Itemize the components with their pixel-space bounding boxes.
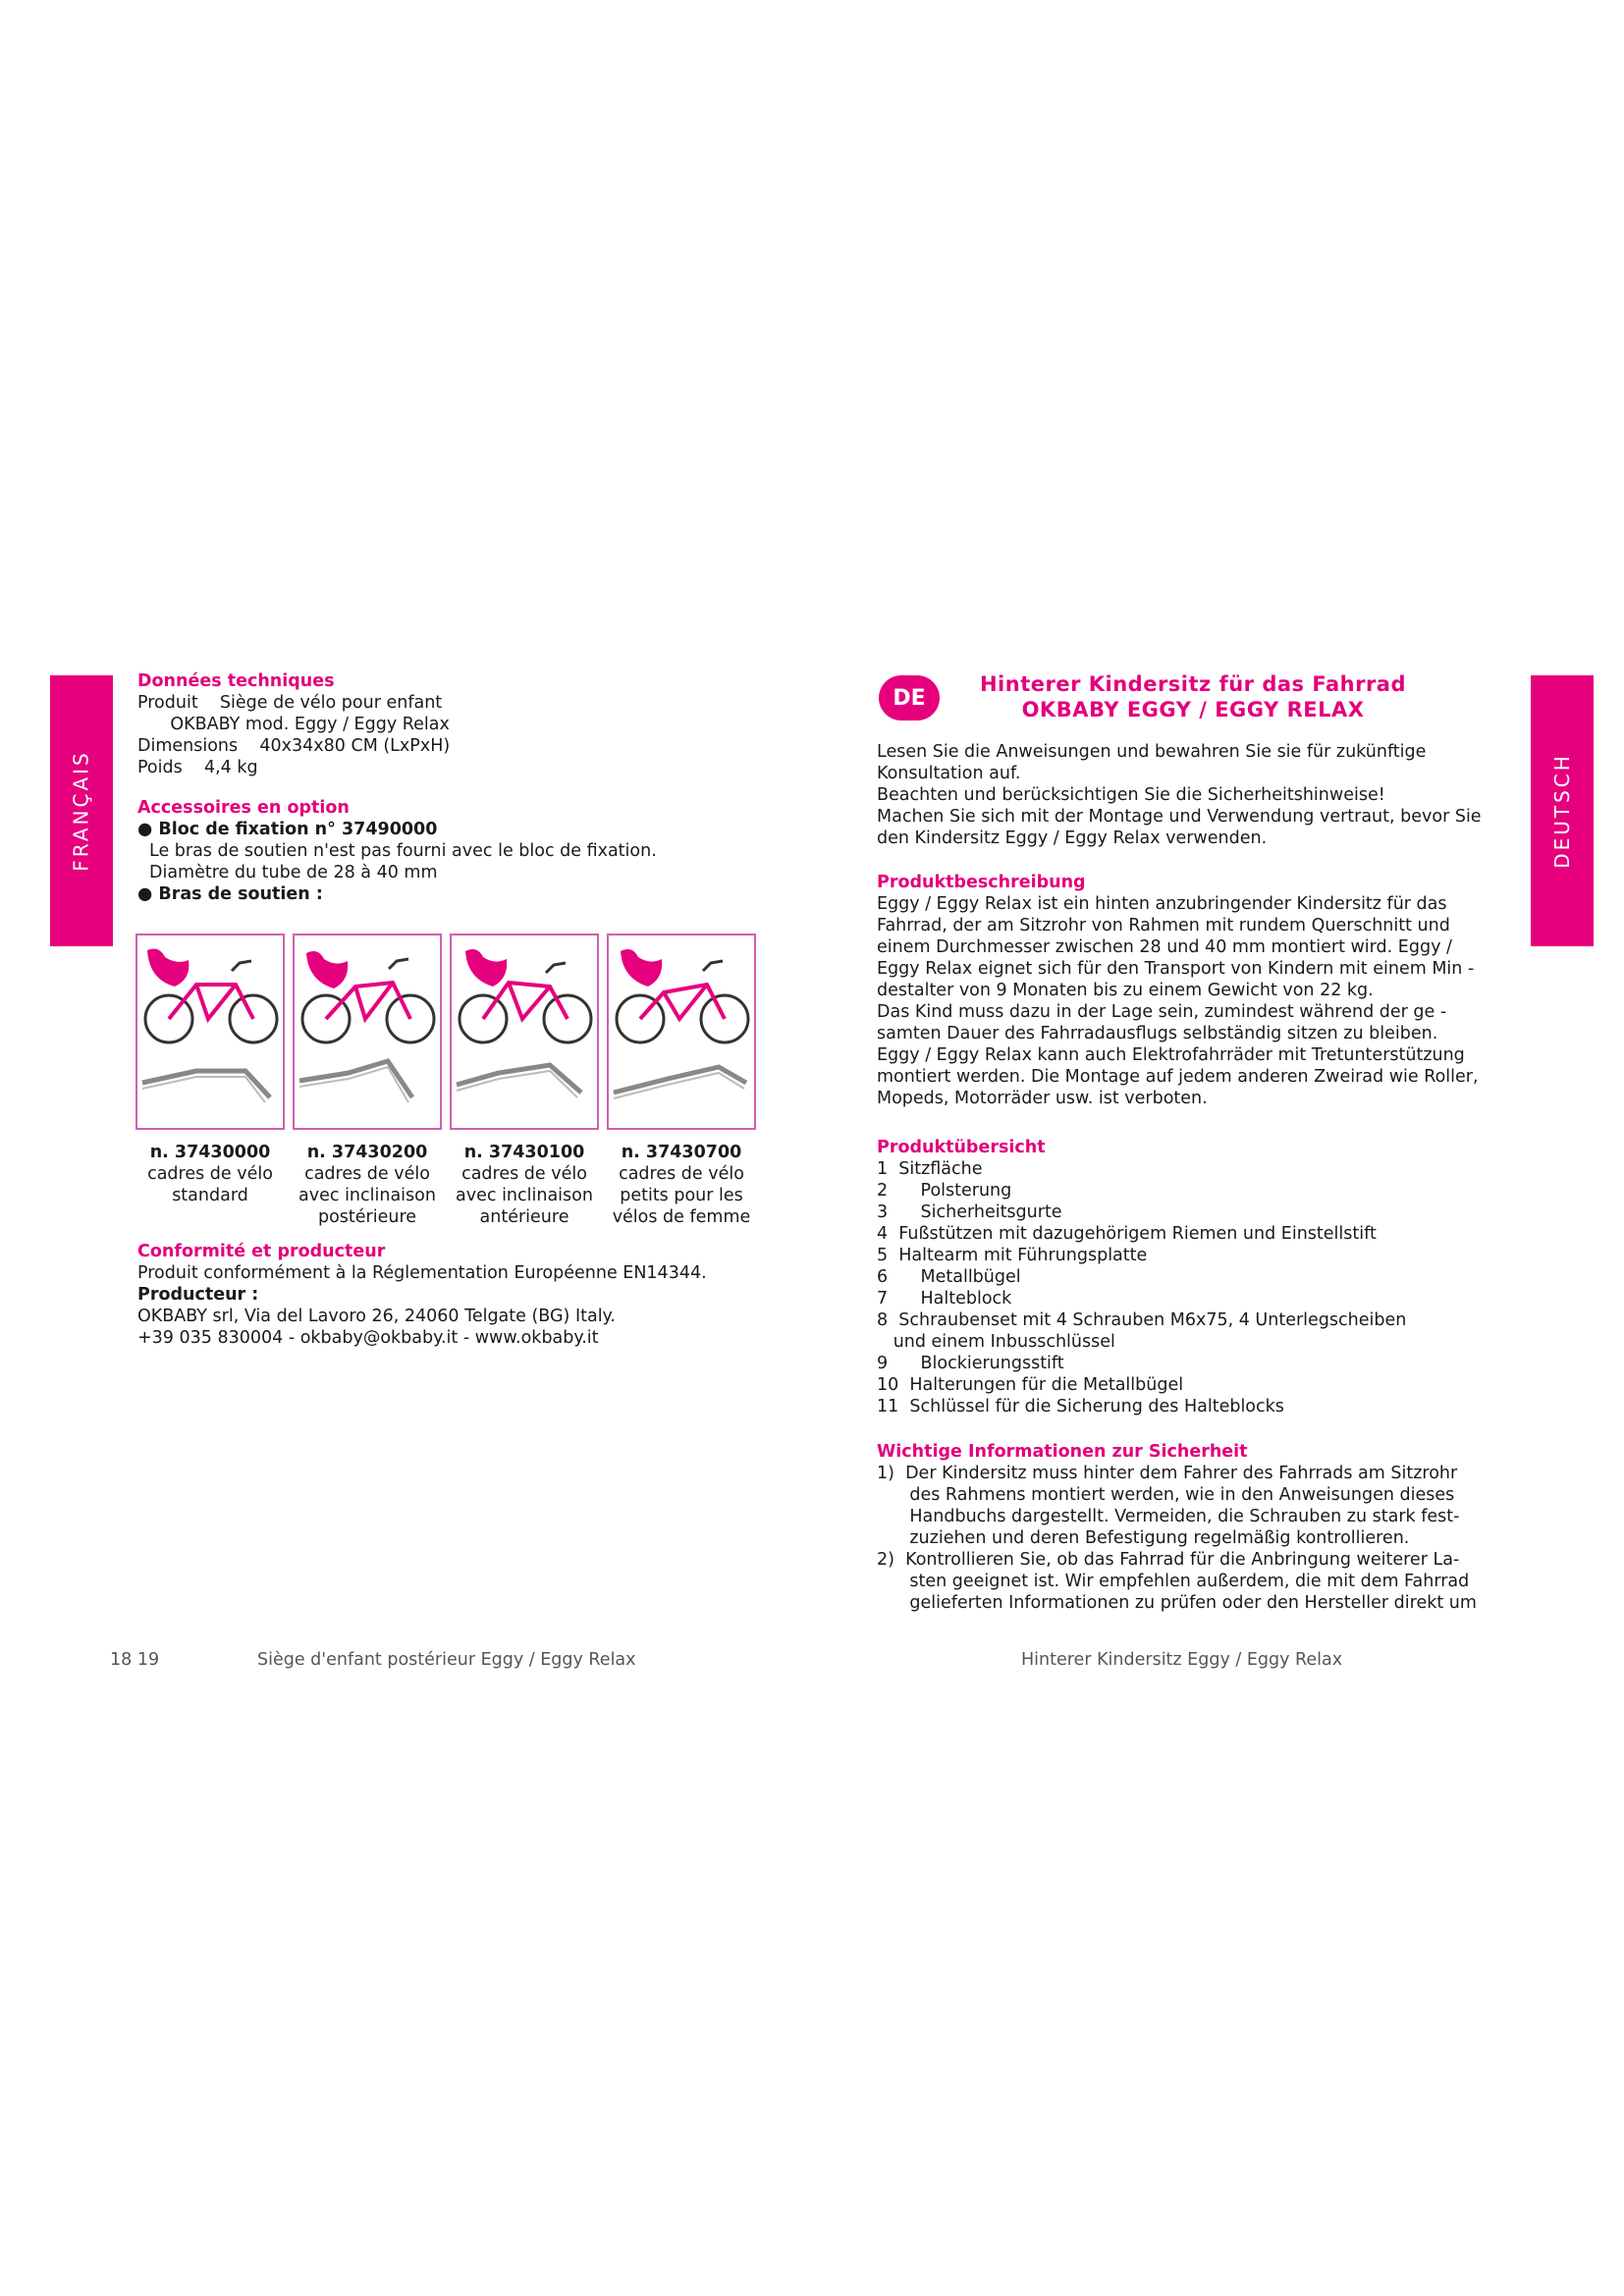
de-description-line: einem Durchmesser zwischen 28 und 40 mm montiert wird. Eggy /	[877, 937, 1452, 957]
fr-bloc-label: ● Bloc de fixation n° 37490000	[137, 820, 438, 839]
de-intro-line: Lesen Sie die Anweisungen und bewahren Sie sie für zukünftige	[877, 742, 1427, 762]
accessory-caption	[607, 1142, 756, 1228]
bike-seat-illustration	[295, 935, 440, 1128]
de-description-line: montiert werden. Die Montage auf jedem anderen Zweirad wie Roller,	[877, 1067, 1479, 1087]
accessory-desc: standard	[172, 1186, 248, 1205]
fr-accessories-section	[137, 797, 657, 905]
de-safety-line: des Rahmens montiert werden, wie in den Anweisungen dieses	[877, 1485, 1455, 1505]
accessory-desc: cadres de vélo	[304, 1164, 430, 1184]
language-tab-french	[50, 675, 113, 946]
fr-producer-address: OKBABY srl, Via del Lavoro 26, 24060 Telgate (BG) Italy.	[137, 1307, 616, 1326]
de-safety-title: Wichtige Informationen zur Sicherheit	[877, 1442, 1248, 1462]
de-description-title: Produktbeschreibung	[877, 873, 1086, 892]
accessory-caption	[293, 1142, 442, 1228]
de-overview-item: 7 Halteblock	[877, 1289, 1012, 1308]
language-tab-french-label: FRANÇAIS	[70, 750, 94, 872]
accessory-code: n. 37430200	[306, 1143, 428, 1162]
bike-seat-illustration	[609, 935, 754, 1128]
de-description-line: Das Kind muss dazu in der Lage sein, zumindest während der ge -	[877, 1002, 1447, 1022]
de-intro-line: den Kindersitz Eggy / Eggy Relax verwenden.	[877, 828, 1268, 848]
de-description-line: Fahrrad, der am Sitzrohr von Rahmen mit rundem Querschnitt und	[877, 916, 1450, 935]
fr-tech-section	[137, 670, 450, 778]
fr-conformity-title: Conformité et producteur	[137, 1242, 386, 1261]
accessory-desc: antérieure	[479, 1207, 569, 1227]
de-title-line: OKBABY EGGY / EGGY RELAX	[1021, 698, 1365, 721]
de-overview-title: Produktübersicht	[877, 1138, 1046, 1157]
bike-seat-illustration	[452, 935, 597, 1128]
de-overview-item: und einem Inbusschlüssel	[877, 1332, 1115, 1352]
accessory-code: n. 37430000	[149, 1143, 271, 1162]
de-safety-line: zuziehen und deren Befestigung regelmäßig kontrollieren.	[877, 1528, 1410, 1548]
fr-bloc-line: Diamètre du tube de 28 à 40 mm	[149, 863, 438, 882]
accessory-desc: cadres de vélo	[619, 1164, 744, 1184]
accessory-image	[135, 934, 285, 1130]
footer-left-title: Siège d'enfant postérieur Eggy / Eggy Relax	[257, 1650, 636, 1670]
fr-producer-label: Producteur :	[137, 1285, 259, 1305]
de-intro-line: Beachten und berücksichtigen Sie die Sicherheitshinweise!	[877, 785, 1385, 805]
accessory-desc: petits pour les	[620, 1186, 743, 1205]
de-description-line: Eggy / Eggy Relax ist ein hinten anzubringender Kindersitz für das	[877, 894, 1447, 914]
accessory-code: n. 37430100	[463, 1143, 585, 1162]
de-safety-line: 1) Der Kindersitz muss hinter dem Fahrer des Fahrrads am Sitzrohr	[877, 1464, 1458, 1483]
accessory-image	[293, 934, 442, 1130]
accessory-caption	[450, 1142, 599, 1228]
de-intro	[877, 741, 1482, 849]
de-overview-item: 11 Schlüssel für die Sicherung des Halteblocks	[877, 1397, 1284, 1416]
accessory-code: n. 37430700	[621, 1143, 742, 1162]
accessory-image	[450, 934, 599, 1130]
de-overview-item: 5 Haltearm mit Führungsplatte	[877, 1246, 1148, 1265]
accessory-caption	[135, 1142, 285, 1228]
de-title-line: Hinterer Kindersitz für das Fahrrad	[979, 672, 1406, 696]
fr-tech-line: OKBABY mod. Eggy / Eggy Relax	[137, 715, 450, 734]
de-overview-item: 3 Sicherheitsgurte	[877, 1202, 1062, 1222]
fr-tech-line: Produit Siège de vélo pour enfant	[137, 693, 443, 713]
fr-conformity-line: Produit conformément à la Réglementation Européenne EN14344.	[137, 1263, 707, 1283]
de-overview-item: 2 Polsterung	[877, 1181, 1012, 1201]
fr-accessories-title: Accessoires en option	[137, 798, 350, 818]
de-intro-line: Machen Sie sich mit der Montage und Verwendung vertraut, bevor Sie	[877, 807, 1482, 827]
bike-seat-illustration	[137, 935, 283, 1128]
accessory-captions	[135, 1142, 756, 1228]
de-description-line: Eggy / Eggy Relax kann auch Elektrofahrräder mit Tretunterstützung	[877, 1045, 1465, 1065]
de-safety-line: 2) Kontrollieren Sie, ob das Fahrrad für die Anbringung weiterer La-	[877, 1550, 1460, 1570]
accessory-desc: avec inclinaison	[298, 1186, 436, 1205]
de-description-line: Mopeds, Motorräder usw. ist verboten.	[877, 1089, 1208, 1108]
de-description-line: destalter von 9 Monaten bis zu einem Gewicht von 22 kg.	[877, 981, 1374, 1000]
accessory-desc: vélos de femme	[612, 1207, 751, 1227]
accessory-image	[607, 934, 756, 1130]
fr-conformity-section	[137, 1241, 707, 1349]
de-safety-line: sten geeignet ist. Wir empfehlen außerdem, die mit dem Fahrrad	[877, 1572, 1470, 1591]
de-page-title	[962, 671, 1424, 722]
de-overview-item: 8 Schraubenset mit 4 Schrauben M6x75, 4 Unterlegscheiben	[877, 1310, 1407, 1330]
de-description-line: Eggy Relax eignet sich für den Transport von Kindern mit einem Min -	[877, 959, 1475, 979]
fr-tech-line: Poids 4,4 kg	[137, 758, 258, 777]
de-overview-item: 4 Fußstützen mit dazugehörigem Riemen und Einstellstift	[877, 1224, 1377, 1244]
footer-page-numbers: 18 19	[110, 1650, 160, 1670]
de-overview-item: 1 Sitzfläche	[877, 1159, 983, 1179]
de-description-section	[877, 872, 1479, 1109]
fr-tech-title: Données techniques	[137, 671, 335, 691]
language-tab-german-label: DEUTSCH	[1550, 753, 1574, 869]
fr-producer-contact: +39 035 830004 - okbaby@okbaby.it - www.okbaby.it	[137, 1328, 599, 1348]
fr-bras-label: ● Bras de soutien :	[137, 884, 323, 904]
accessory-desc: cadres de vélo	[147, 1164, 273, 1184]
de-intro-line: Konsultation auf.	[877, 764, 1021, 783]
de-language-badge: DE	[879, 675, 940, 721]
de-description-line: samten Dauer des Fahrradausflugs selbständig sitzen zu bleiben.	[877, 1024, 1438, 1043]
de-overview-section	[877, 1137, 1406, 1417]
de-safety-line: gelieferten Informationen zu prüfen oder den Hersteller direkt um	[877, 1593, 1477, 1613]
accessory-desc: postérieure	[317, 1207, 417, 1227]
language-tab-german	[1531, 675, 1594, 946]
accessory-desc: cadres de vélo	[461, 1164, 587, 1184]
fr-bloc-line: Le bras de soutien n'est pas fourni avec le bloc de fixation.	[149, 841, 657, 861]
de-safety-section	[877, 1441, 1477, 1614]
footer-right-title: Hinterer Kindersitz Eggy / Eggy Relax	[1021, 1650, 1343, 1670]
de-overview-item: 10 Halterungen für die Metallbügel	[877, 1375, 1184, 1395]
accessory-desc: avec inclinaison	[456, 1186, 593, 1205]
de-overview-item: 9 Blockierungsstift	[877, 1354, 1064, 1373]
accessory-image-grid	[135, 934, 756, 1130]
de-safety-line: Handbuchs dargestellt. Vermeiden, die Schrauben zu stark fest-	[877, 1507, 1460, 1526]
fr-tech-line: Dimensions 40x34x80 CM (LxPxH)	[137, 736, 451, 756]
de-overview-item: 6 Metallbügel	[877, 1267, 1021, 1287]
